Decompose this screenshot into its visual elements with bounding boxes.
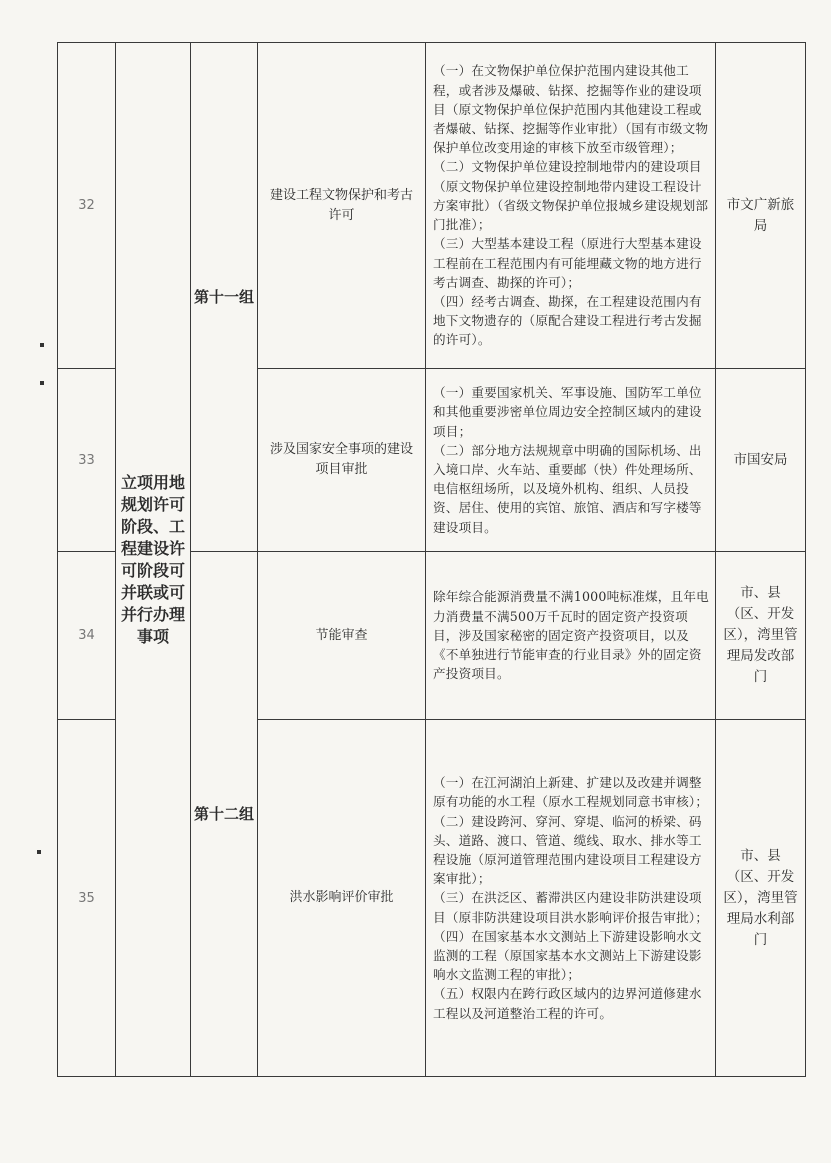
phase-label: 立项用地规划许可阶段、工程建设许可阶段可并联或可并行办理事项 xyxy=(116,43,191,1077)
scope-clause: （三）在洪泛区、蓄滞洪区内建设非防洪建设项目（原非防洪建设项目洪水影响评价报告审批）； xyxy=(433,890,709,925)
scan-speck xyxy=(37,850,41,854)
item-scope xyxy=(426,43,716,369)
row-number: 32 xyxy=(58,43,116,369)
row-number: 33 xyxy=(58,369,116,552)
item-name: 洪水影响评价审批 xyxy=(258,720,426,1077)
item-scope xyxy=(426,720,716,1077)
item-name: 节能审查 xyxy=(258,552,426,720)
scope-clause: （三）大型基本建设工程（原进行大型基本建设工程前在工程范围内有可能埋藏文物的地方进行考古调查、勘探的许可）； xyxy=(433,236,702,290)
department: 市、县（区、开发区），湾里管理局水利部门 xyxy=(716,720,806,1077)
item-scope xyxy=(426,369,716,552)
item-name: 建设工程文物保护和考古许可 xyxy=(258,43,426,369)
scope-clause: （四）在国家基本水文测站上下游建设影响水文监测的工程（原国家基本水文测站上下游建设影响水文监测工程的审批）； xyxy=(433,928,702,983)
scope-clause: （一）在文物保护单位保护范围内建设其他工程，或者涉及爆破、钻探、挖掘等作业的建设项目（原文物保护单位保护范围内其他建设工程或者爆破、钻探、挖掘等作业审批）（国有市级文物保护单位改变用途的审核下放至市级管理）； xyxy=(433,63,709,156)
item-name: 涉及国家安全事项的建设项目审批 xyxy=(258,369,426,552)
scope-clause: （四）经考古调查、勘探，在工程建设范围内有地下文物遗存的（原配合建设工程进行考古发掘的许可）。 xyxy=(433,293,702,348)
group-label: 第十二组 xyxy=(191,552,258,1077)
scope-clause: （二）建设跨河、穿河、穿堤、临河的桥梁、码头、道路、渡口、管道、缆线、取水、排水等工程设施（原河道管理范围内建设项目工程建设方案审批）； xyxy=(433,813,702,887)
approval-items-table xyxy=(57,42,806,1077)
department: 市文广新旅局 xyxy=(716,43,806,369)
table-row xyxy=(58,43,806,369)
scan-speck xyxy=(40,381,44,385)
scope-clause: （二）文物保护单位建设控制地带内的建设项目（原文物保护单位建设控制地带内建设工程设计方案审批）（省级文物保护单位报城乡建设规划部门批准）； xyxy=(433,159,709,233)
scope-clause: 除年综合能源消费量不满1000吨标准煤，且年电力消费量不满500万千瓦时的固定资产投资项目，涉及国家秘密的固定资产投资项目，以及《不单独进行节能审查的行业目录》外的固定资产投资项目。 xyxy=(433,589,709,682)
scope-clause: （五）权限内在跨行政区域内的边界河道修建水工程以及河道整治工程的许可。 xyxy=(433,986,702,1021)
group-label: 第十一组 xyxy=(191,43,258,552)
scope-clause: （一）重要国家机关、军事设施、国防军工单位和其他重要涉密单位周边安全控制区域内的建设项目； xyxy=(433,385,702,439)
row-number: 35 xyxy=(58,720,116,1077)
department: 市国安局 xyxy=(716,369,806,552)
scan-speck xyxy=(40,343,44,347)
scope-clause: （一）在江河湖泊上新建、扩建以及改建并调整原有功能的水工程（原水工程规划同意书审核）； xyxy=(433,775,709,810)
item-scope xyxy=(426,552,716,720)
department: 市、县（区、开发区），湾里管理局发改部门 xyxy=(716,552,806,720)
scope-clause: （二）部分地方法规规章中明确的国际机场、出入境口岸、火车站、重要邮（快）件处理场所、电信枢纽场所，以及境外机构、组织、人员投资、居住、使用的宾馆、旅馆、酒店和写字楼等建设项目。 xyxy=(433,442,702,535)
row-number: 34 xyxy=(58,552,116,720)
